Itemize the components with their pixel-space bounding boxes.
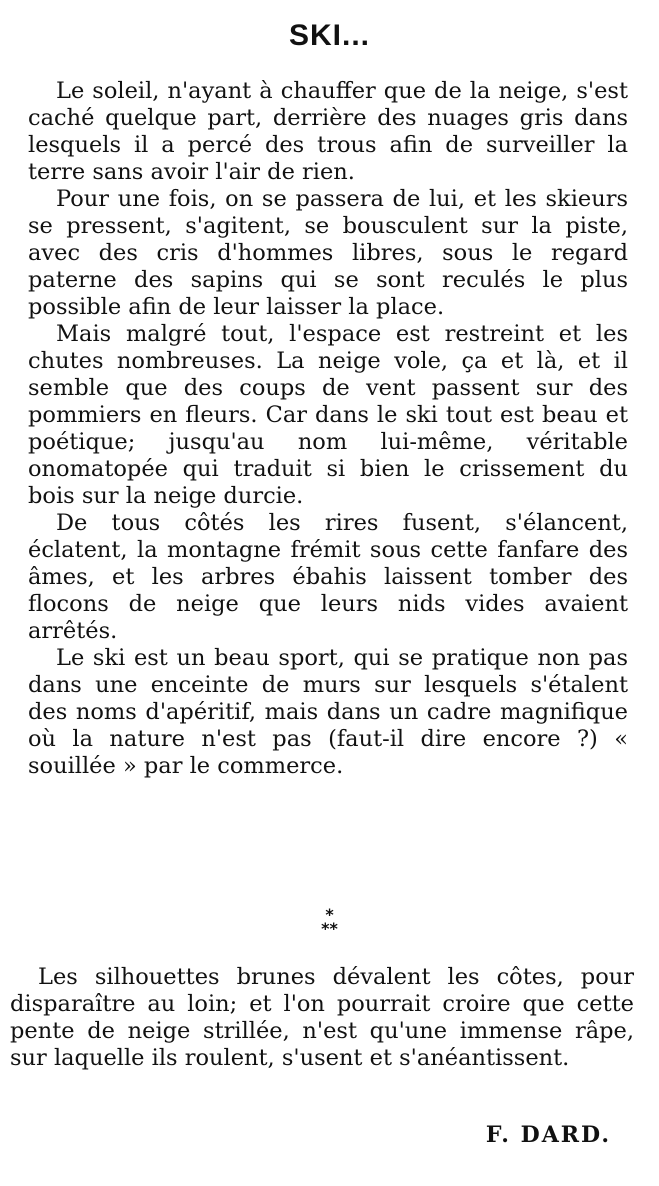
article-body (28, 78, 628, 780)
ornament-top: * (325, 905, 334, 924)
paragraph-3: Mais malgré tout, l'espace est restreint et les chutes nombreuses. La neige vole, ça et là, et il semble que des coups de vent passent sur des pommiers en fleurs. Car dans le ski tout est beau et poétique; jusqu'au nom lui-même, véritable onomatopée qui traduit si bien le crissement du bois sur la neige durcie. (28, 321, 628, 509)
paragraph-4: De tous côtés les rires fusent, s'élancent, éclatent, la montagne frémit sous cette fanfare des âmes, et les arbres ébahis laissent tomber des flocons de neige que leurs nids vides avaient arrêtés. (28, 510, 628, 644)
paragraph-5: Le ski est un beau sport, qui se pratique non pas dans une enceinte de murs sur lesquels s'étalent des noms d'apéritif, mais dans un cadre magnifique où la nature n'est pas (faut-il dire encore ?) « souillée » par le commerce. (28, 645, 628, 779)
paragraph-1: Le soleil, n'ayant à chauffer que de la neige, s'est caché quelque part, derrière des nuages gris dans lesquels il a percé des trous afin de surveiller la terre sans avoir l'air de rien. (28, 78, 628, 185)
author-signature: F. DARD. (485, 1122, 611, 1148)
ornament-bottom: ** (321, 919, 338, 938)
asterism-ornament (0, 905, 659, 938)
closing-section (10, 964, 634, 1072)
page-title: SKI... (288, 19, 370, 52)
closing-paragraph: Les silhouettes brunes dévalent les côtes, pour disparaître au loin; et l'on pourrait croire que cette pente de neige strillée, n'est qu'une immense râpe, sur laquelle ils roulent, s'usent et s'anéantissent. (10, 964, 634, 1071)
paragraph-2: Pour une fois, on se passera de lui, et les skieurs se pressent, s'agitent, se bousculent sur la piste, avec des cris d'hommes libres, sous le regard paterne des sapins qui se sont reculés le plus possible afin de leur laisser la place. (28, 186, 628, 320)
